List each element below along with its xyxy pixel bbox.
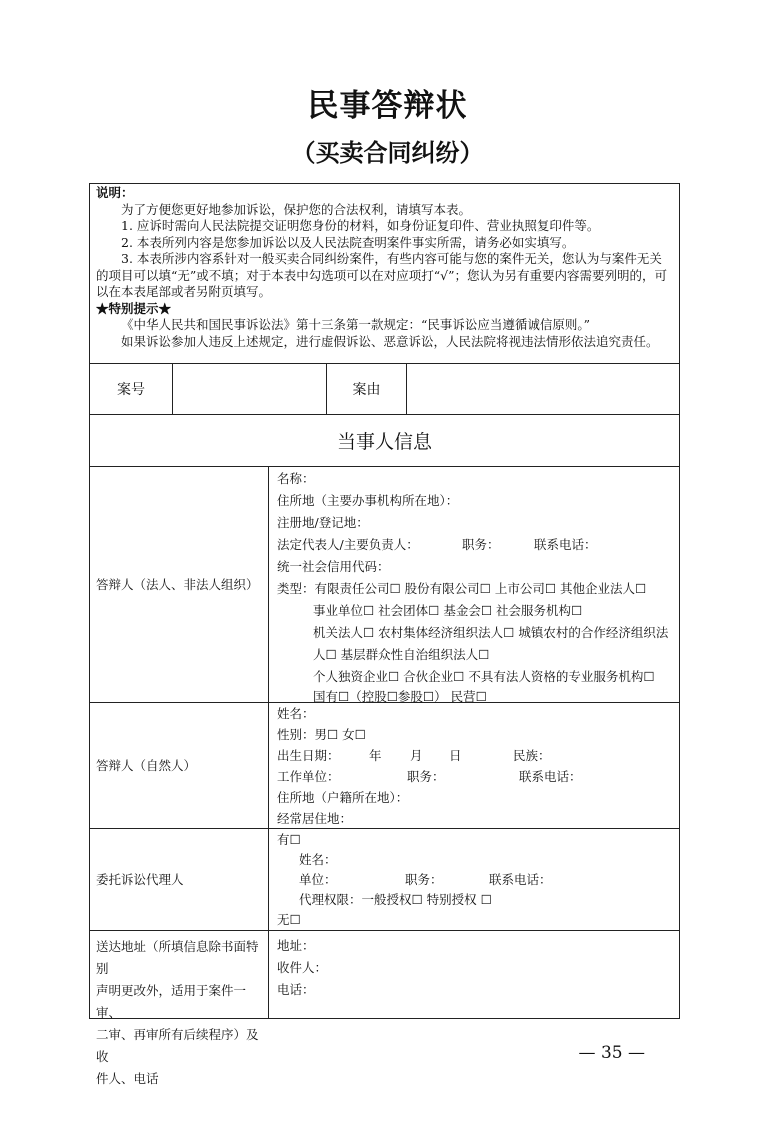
recipient-field[interactable]: 收件人： (277, 960, 328, 975)
service-label-line-2: 声明更改外，适用于案件一审、 (96, 983, 247, 1020)
service-address-label-cell (90, 930, 269, 1086)
birth-day-label: 日 (449, 748, 462, 763)
credit-code-field[interactable]: 统一社会信用代码： (277, 559, 390, 574)
birth-year-label: 年 (369, 748, 382, 763)
special-tip-2: 如果诉讼参加人违反上述规定，进行虚假诉讼、恶意诉讼，人民法院将视违法情形依法追究责任。 (121, 333, 659, 349)
legal-person-fields[interactable] (269, 466, 679, 702)
org-type-line-5[interactable]: 个人独资企业☐ 合伙企业☐ 不具有法人资格的专业服务机构☐ (313, 669, 655, 684)
agent-yes-checkbox[interactable]: 有☐ (277, 832, 301, 847)
service-phone-field[interactable]: 电话： (277, 982, 315, 997)
household-domicile-field[interactable]: 住所地（户籍所在地）： (277, 790, 409, 805)
instruction-item-2: 2. 本表所列内容是您参加诉讼以及人民法院查明案件事实所需，请务必如实填写。 (121, 234, 575, 250)
natural-person-label: 答辩人（自然人） (90, 702, 269, 828)
agent-unit-field[interactable]: 单位： (299, 872, 337, 887)
instruction-item-3: 3. 本表所涉内容系针对一般买卖合同纠纷案件，有些内容可能与您的案件无关，您认为与案件无关的项目可以填“无”或不填；对于本表中勾选项可以在对应项打“√”；您认为另有重要内容需要列明的，可以在本表尾部或者另附页填写。 (96, 251, 668, 299)
agent-name-field[interactable]: 姓名： (299, 852, 337, 867)
org-type-line-1[interactable]: 类型：有限责任公司☐ 股份有限公司☐ 上市公司☐ 其他企业法人☐ (277, 581, 647, 596)
org-type-line-4[interactable]: 人☐ 基层群众性自治组织法人☐ (313, 647, 490, 662)
position-field[interactable]: 职务： (462, 537, 500, 552)
agent-label: 委托诉讼代理人 (90, 828, 269, 930)
domicile-field[interactable]: 住所地（主要办事机构所在地）： (277, 493, 459, 508)
person-position-field[interactable]: 职务： (407, 769, 445, 784)
instructions-intro: 为了方便您更好地参加诉讼，保护您的合法权利，请填写本表。 (121, 201, 472, 217)
document-title: 民事答辩状 (307, 88, 468, 124)
case-number-field[interactable] (173, 364, 327, 414)
party-info-header: 当事人信息 (90, 414, 679, 467)
service-label-line-1: 送达地址（所填信息除书面特别 (96, 939, 259, 976)
agent-no-checkbox[interactable]: 无☐ (277, 912, 301, 927)
person-name-field[interactable]: 姓名： (277, 706, 315, 721)
service-address-label (96, 936, 264, 1090)
agent-position-field[interactable]: 职务： (405, 872, 443, 887)
service-label-line-3: 二审、再审所有后续程序）及收 (96, 1027, 259, 1064)
org-type-line-3[interactable]: 机关法人☐ 农村集体经济组织法人☐ 城镇农村的合作经济组织法 (313, 625, 669, 640)
agent-phone-field[interactable]: 联系电话： (489, 872, 552, 887)
page-number: — 35 — (578, 1043, 645, 1063)
legal-person-section (90, 466, 679, 703)
instructions-box (90, 184, 679, 364)
org-type-line-2[interactable]: 事业单位☐ 社会团体☐ 基金会☐ 社会服务机构☐ (313, 603, 583, 618)
person-phone-field[interactable]: 联系电话： (519, 769, 582, 784)
name-field[interactable]: 名称： (277, 471, 315, 486)
birth-month-label: 月 (410, 748, 423, 763)
agent-fields[interactable] (269, 828, 679, 930)
service-address-field[interactable]: 地址： (277, 938, 315, 953)
instructions-heading: 说明： (96, 185, 134, 200)
agent-section (90, 828, 679, 931)
residence-field[interactable]: 经常居住地： (277, 811, 353, 826)
instruction-item-1: 1. 应诉时需向人民法院提交证明您身份的材料，如身份证复印件、营业执照复印件等。 (121, 218, 600, 233)
ethnicity-field[interactable]: 民族： (513, 748, 551, 763)
legal-representative-field[interactable]: 法定代表人/主要负责人： (277, 537, 419, 552)
service-label-line-4: 件人、电话 (96, 1071, 159, 1086)
case-cause-label: 案由 (327, 364, 407, 414)
org-type-line-6[interactable]: 国有☐（控股☐参股☐） 民营☐ (313, 689, 487, 704)
special-tip-1: 《中华人民共和国民事诉讼法》第十三条第一款规定：“民事诉讼应当遵循诚信原则。” (121, 317, 591, 332)
case-info-row (90, 364, 679, 415)
document-subtitle: （买卖合同纠纷） (291, 138, 484, 167)
special-tip-heading: ★特别提示★ (96, 300, 172, 316)
gender-field[interactable]: 性别：男☐ 女☐ (277, 727, 366, 742)
birth-date-field[interactable]: 出生日期： (277, 748, 340, 763)
case-cause-field[interactable] (407, 364, 679, 414)
agent-authority-field[interactable]: 代理权限：一般授权☐ 特别授权 ☐ (299, 892, 492, 907)
natural-person-section (90, 702, 679, 829)
registered-place-field[interactable]: 注册地/登记地： (277, 515, 369, 530)
case-number-label: 案号 (90, 364, 173, 414)
legal-person-label: 答辩人（法人、非法人组织） (90, 466, 269, 702)
natural-person-fields[interactable] (269, 702, 679, 828)
phone-field[interactable]: 联系电话： (534, 537, 597, 552)
employer-field[interactable]: 工作单位： (277, 769, 340, 784)
service-address-fields[interactable] (269, 930, 679, 1018)
